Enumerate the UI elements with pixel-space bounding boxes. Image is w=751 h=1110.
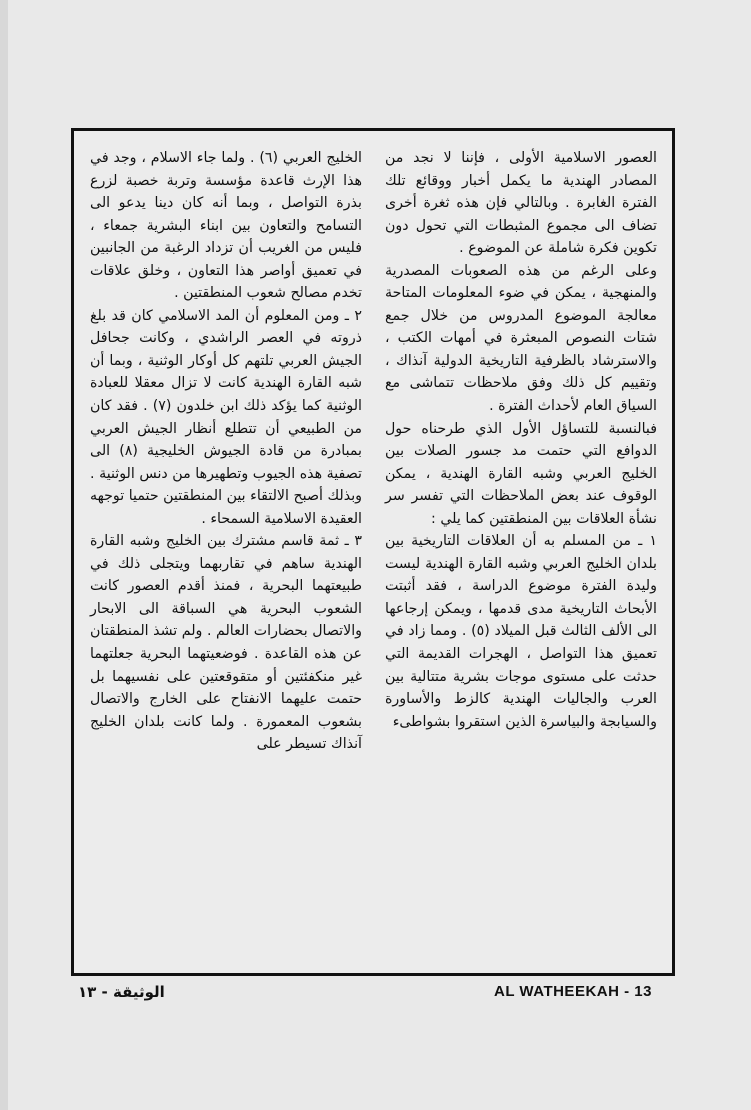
paragraph: ٢ ـ ومن المعلوم أن المد الاسلامي كان قد بلغ ذروته في العصر الراشدي ، وكانت جحافل الجيش العربي تلتهم كل أوكار الوثنية ، وبما أن شبه القارة الهندية كانت لا تزال معقلا للعبادة الوثنية كما يؤكد ذلك ابن خلدون (٧) . فقد كان من الطبيعي أن تتطلع أنظار الجيش العربي بمبادرة من قادة الجيوش الخليجية (٨) الى تصفية هذه الجيوب وتطهيرها من دنس الوثنية . وبذلك أصبح الالتقاء بين المنطقتين حتميا توجهه العقيدة الاسلامية السمحاء . (90, 307, 362, 527)
page-folio-english: AL WATHEEKAH - 13 (494, 983, 652, 1000)
page-folio-arabic: الوثيقة - ١٣ (78, 983, 165, 1001)
article-column-right (385, 147, 657, 733)
article-frame (71, 128, 675, 976)
paragraph: الخليج العربي (٦) . ولما جاء الاسلام ، وجد في هذا الإرث قاعدة مؤسسة وتربة خصبة لزرع بذرة التواصل ، وبما أنه كان دينا يدعو الى التسامح والتعاون بين ابناء البشرية جمعاء ، فليس من الغريب أن تزداد الرغبة من الجانبين في تعميق أواصر هذا التعاون ، وخلق علاقات تخدم مصالح شعوب المنطقتين . (90, 150, 362, 302)
paragraph: وعلى الرغم من هذه الصعوبات المصدرية والمنهجية ، يمكن في ضوء المعلومات المتاحة معالجة الموضوع المدروس من خلال جمع شتات النصوص المبعثرة في أمهات الكتب ، والاسترشاد بالظرفية التاريخية الدولية آنذاك ، وتقييم كل ذلك وفق ملاحظات تتماشى مع السياق العام لأحداث الفترة . (385, 262, 657, 415)
paragraph: ٣ ـ ثمة قاسم مشترك بين الخليج وشبه القارة الهندية ساهم في تقاربهما ويتجلى ذلك في طبيعتهما البحرية ، فمنذ أقدم العصور كانت الشعوب البحرية هي السباقة الى الابحار والاتصال بحضارات العالم . ولم تشذ المنطقتان عن هذه القاعدة . فوضعيتهما البحرية جعلتهما غير منكفئتين أو متقوقعتين على نفسيهما بل حتمت عليهما الانفتاح على الخارج والاتصال بشعوب المعمورة . ولما كانت بلدان الخليج آنذاك تسيطر على (90, 533, 362, 753)
document-page (8, 0, 751, 1110)
paragraph: العصور الاسلامية الأولى ، فإننا لا نجد من المصادر الهندية ما يكمل أخبار ووقائع تلك الفترة الغابرة . وبالتالي فإن هذه ثغرة أخرى تضاف الى مجموع المثبطات التي تحول دون تكوين فكرة شاملة عن الموضوع . (385, 150, 657, 257)
article-column-left (90, 147, 362, 756)
paragraph: فبالنسبة للتساؤل الأول الذي طرحناه حول الدوافع التي حتمت مد جسور الصلات بين الخليج العربي وشبه القارة الهندية ، يمكن الوقوف عند بعض الملاحظات التي تفسر سر نشأة العلاقات بين المنطقتين كما يلي : (385, 420, 657, 527)
paragraph: ١ ـ من المسلم به أن العلاقات التاريخية بين بلدان الخليج العربي وشبه القارة الهندية ليست وليدة الفترة موضوع الدراسة ، فقد أثبتت الأبحاث التاريخية مدى قدمها ، ويمكن إرجاعها الى الألف الثالث قبل الميلاد (٥) . ومما زاد في تعميق هذا التواصل ، الهجرات القديمة التي حدثت على مستوى موجات بشرية متتالية بين العرب والجاليات الهندية كالزط والأساورة والسيابجة والبياسرة الذين استقروا بشواطىء (385, 533, 658, 730)
